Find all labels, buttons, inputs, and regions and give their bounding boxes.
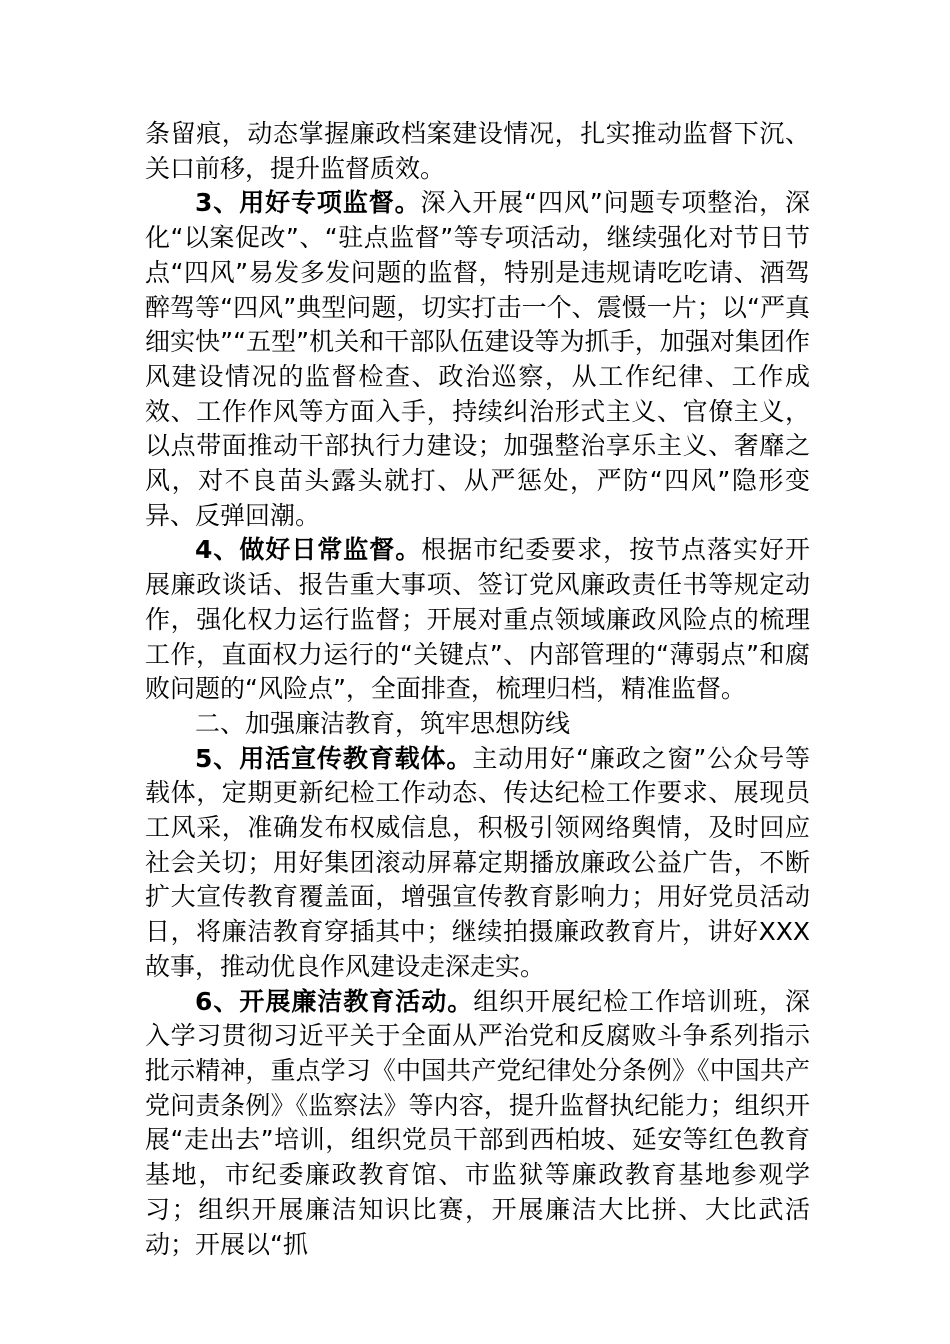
document-body [145,117,810,1262]
item-heading: 3、用好专项监督。 [195,188,421,218]
paragraph-text: 深入开展“四风”问题专项整治，深化“以案促改”、“驻点监督”等专项活动，继续强化对节日节点“四风”易发多发问题的监督，特别是违规请吃吃请、酒驾醉驾等“四风”典型问题，切实打击一个、震慑一片；以“严真细实快”“五型”机关和干部队伍建设等为抓手，加强对集团作风建设情况的监督检查、政治巡察，从工作纪律、工作成效、工作作风等方面入手，持续纠治形式主义、官僚主义，以点带面推动干部执行力建设；加强整治享乐主义、奢靡之风，对不良苗头露头就打、从严惩处，严防“四风”隐形变异、反弹回潮。 [145,188,810,530]
paragraph-item-5 [145,742,810,985]
paragraph-item-3 [145,186,810,533]
paragraph-text: 主动用好“廉政之窗”公众号等载体，定期更新纪检工作动态、传达纪检工作要求、展现员工风采，准确发布权威信息，积极引领网络舆情，及时回应社会关切；用好集团滚动屏幕定期播放廉政公益广告，不断扩大宣传教育覆盖面，增强宣传教育影响力；用好党员活动日，将廉洁教育穿插其中；继续拍摄廉政教育片，讲好XXX故事，推动优良作风建设走深走实。 [145,743,810,981]
item-heading: 4、做好日常监督。 [195,535,422,565]
section-heading-text: 二、加强廉洁教育，筑牢思想防线 [195,708,571,738]
paragraph-item-4 [145,533,810,707]
item-heading: 5、用活宣传教育载体。 [195,743,473,773]
paragraph-continuation [145,117,810,186]
section-heading [145,707,810,742]
paragraph-text: 根据市纪委要求，按节点落实好开展廉政谈话、报告重大事项、签订党风廉政责任书等规定动作，强化权力运行监督；开展对重点领域廉政风险点的梳理工作，直面权力运行的“关键点”、内部管理的“薄弱点”和腐败问题的“风险点”，全面排查，梳理归档，精准监督。 [145,535,810,704]
paragraph-item-6 [145,985,810,1263]
paragraph-text: 条留痕，动态掌握廉政档案建设情况，扎实推动监督下沉、关口前移，提升监督质效。 [145,119,810,183]
item-heading: 6、开展廉洁教育活动。 [195,986,474,1016]
paragraph-text: 组织开展纪检工作培训班，深入学习贯彻习近平关于全面从严治党和反腐败斗争系列指示批示精神，重点学习《中国共产党纪律处分条例》《中国共产党问责条例》《监察法》等内容，提升监督执纪能力；组织开展“走出去”培训，组织党员干部到西柏坡、延安等红色教育基地，市纪委廉政教育馆、市监狱等廉政教育基地参观学习；组织开展廉洁知识比赛，开展廉洁大比拼、大比武活动；开展以“抓 [145,986,810,1259]
